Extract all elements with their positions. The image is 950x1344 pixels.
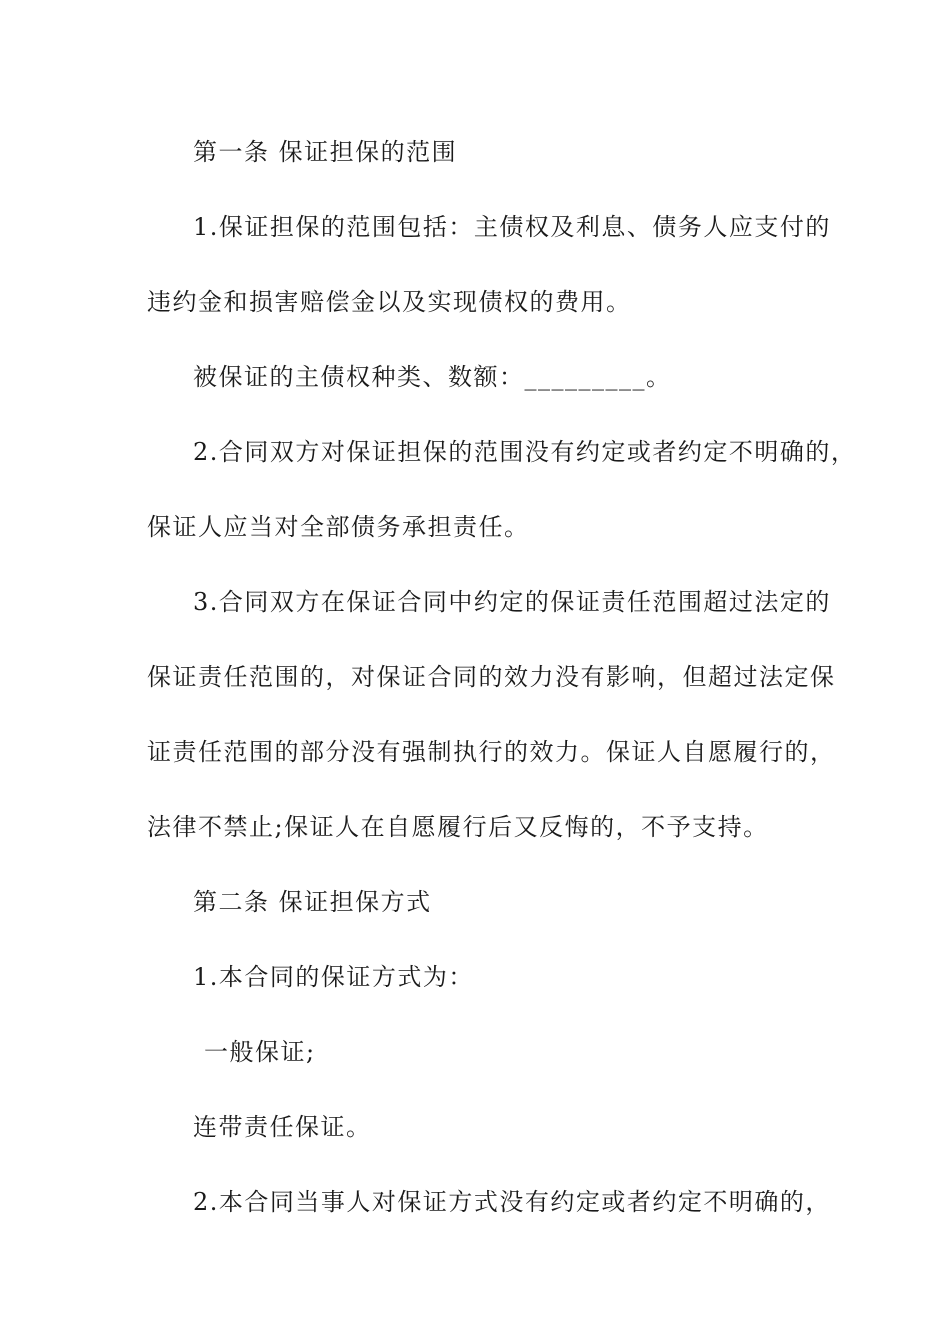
paragraph-line: 一般保证; bbox=[204, 1038, 316, 1066]
article-2-heading: 第二条 保证担保方式 bbox=[193, 888, 432, 916]
paragraph-line: 证责任范围的部分没有强制执行的效力。保证人自愿履行的， bbox=[147, 738, 836, 766]
paragraph-line: 1.本合同的保证方式为： bbox=[193, 963, 474, 991]
paragraph-line: 2.合同双方对保证担保的范围没有约定或者约定不明确的， bbox=[193, 438, 857, 466]
paragraph-line: 1.保证担保的范围包括：主债权及利息、债务人应支付的 bbox=[193, 213, 831, 241]
paragraph-line: 违约金和损害赔偿金以及实现债权的费用。 bbox=[147, 288, 632, 316]
paragraph-line: 2.本合同当事人对保证方式没有约定或者约定不明确的， bbox=[193, 1188, 831, 1216]
article-1-heading: 第一条 保证担保的范围 bbox=[193, 138, 458, 166]
paragraph-line: 保证人应当对全部债务承担责任。 bbox=[147, 513, 530, 541]
paragraph-line: 3.合同双方在保证合同中约定的保证责任范围超过法定的 bbox=[193, 588, 831, 616]
paragraph-line: 被保证的主债权种类、数额：_________。 bbox=[193, 363, 672, 391]
paragraph-line: 保证责任范围的，对保证合同的效力没有影响，但超过法定保 bbox=[147, 663, 836, 691]
paragraph-line: 连带责任保证。 bbox=[193, 1113, 372, 1141]
paragraph-line: 法律不禁止;保证人在自愿履行后又反悔的，不予支持。 bbox=[147, 813, 769, 841]
